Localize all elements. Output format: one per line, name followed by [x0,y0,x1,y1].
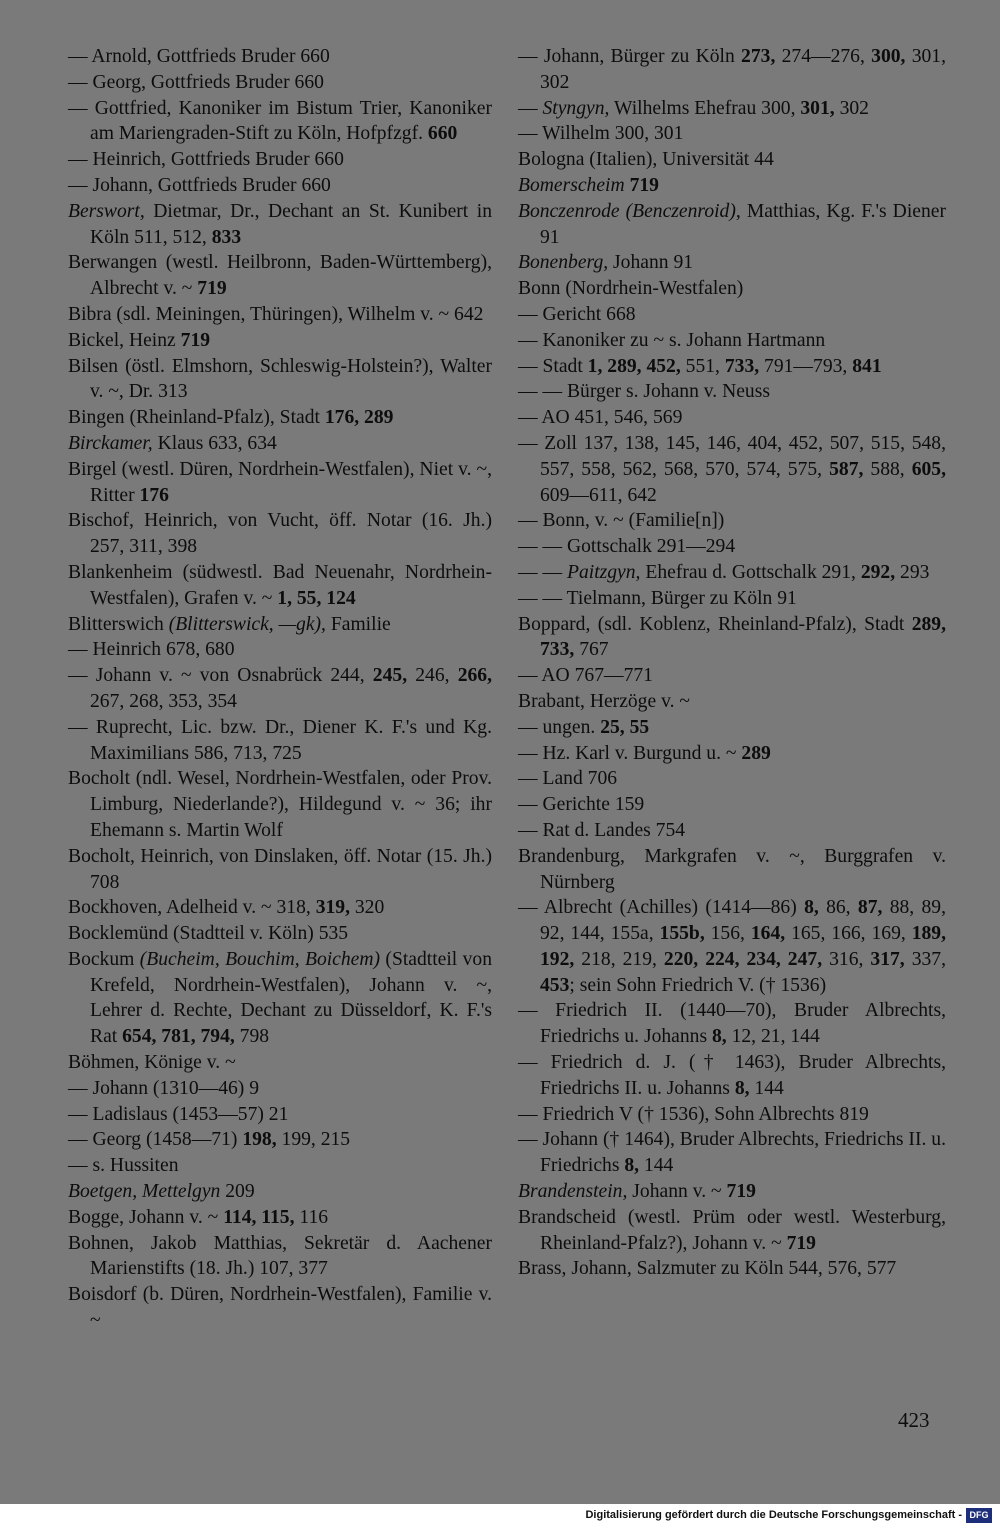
footer-bar [0,1504,1000,1528]
index-entry [68,921,492,947]
entry-text: 719 [629,174,659,196]
right-column [518,44,946,1282]
index-entry [68,715,492,767]
index-entry [518,1102,946,1128]
entry-text: 189, 192, [540,923,946,970]
entry-text: 88, 89, 92, 144, 155a, [540,897,946,945]
entry-text: 551, [680,355,725,377]
entry-text: 144 [639,1155,674,1177]
footer-credit: Digitalisierung gefördert durch die Deutsche Forschungsgemeinschaft - [585,1509,962,1521]
entry-text: 660 [427,123,458,145]
entry-text: — Gericht 668 [518,303,636,325]
entry-text: 164, [750,923,786,945]
entry-text: — Heinrich, Gottfrieds Bruder 660 [68,149,344,171]
entry-text: 791—793, [759,355,853,377]
index-entry [518,741,946,767]
index-entry [68,147,492,173]
entry-text: 1, 55, 124 [277,587,356,609]
index-entry [68,96,492,148]
entry-text: 733, [724,355,760,377]
index-entry [68,44,492,70]
index-entry [518,663,946,689]
entry-text: 8, [804,897,819,919]
entry-text: — — Tielmann, Bürger zu Köln 91 [518,587,797,609]
entry-text: — Johann (1310—46) 9 [68,1077,260,1099]
index-entry [518,586,946,612]
index-entry [518,1205,946,1257]
entry-text: 719 [197,278,227,300]
entry-text: 302 [834,97,869,119]
entry-text: 114, 115, [223,1206,295,1228]
entry-text: — Albrecht (Achilles) (1414—86) [518,897,805,919]
entry-text: Paitzgyn, [566,561,641,583]
index-entry [68,637,492,663]
index-entry [518,560,946,586]
entry-text: (Stadtteil von Krefeld, Nordrhein-Westfalen), Johann v. ~, Lehrer d. Rechte, Dechant zu Düsseldorf, K. F.'s Rat [90,948,492,1048]
entry-text: 25, 55 [600,716,650,738]
entry-text: 453 [540,974,570,996]
entry-text: 292, [860,561,896,583]
entry-text: — Zoll 137, 138, 145, 146, 404, 452, 507, 515, 548, 557, 558, 562, 568, 570, 574, 575, [518,432,946,480]
entry-text: — AO 451, 546, 569 [518,407,683,429]
entry-text: 267, 268, 353, 354 [90,690,237,712]
entry-text: Boppard, (sdl. Koblenz, Rheinland-Pfalz), Stadt [518,613,912,635]
entry-text: — Arnold, Gottfrieds Bruder 660 [68,46,330,67]
index-entry [518,818,946,844]
entry-text: Johann 91 [608,252,694,274]
entry-text: Bogge, Johann v. ~ [68,1206,224,1228]
entry-text: 1, 289, 452, [587,355,681,377]
entry-text: Johann v. ~ [627,1181,727,1203]
entry-text: 719 [726,1181,756,1203]
entry-text: 8, [711,1026,727,1048]
entry-text: Blitterswich [68,613,169,635]
entry-text: 767 [574,639,609,661]
entry-text: 87, [857,897,883,919]
entry-text: Böhmen, Könige v. ~ [68,1052,236,1074]
entry-text: Brandscheid (westl. Prüm oder westl. Westerburg, Rheinland-Pfalz?), Johann v. ~ [518,1206,946,1254]
entry-text: — Friedrich V († 1536), Sohn Albrechts 819 [518,1103,869,1125]
entry-text: 337, [904,948,946,970]
entry-text: Bocholt (ndl. Wesel, Nordrhein-Westfalen, oder Prov. Limburg, Niederlande?), Hildegund v. ~ 36; ihr Ehemann s. Martin Wolf [68,768,492,841]
index-entry [518,508,946,534]
index-entry [68,405,492,431]
entry-text: Brass, Johann, Salzmuter zu Köln 544, 576, 577 [518,1258,897,1280]
index-entry [68,302,492,328]
entry-text: Brandenburg, Markgrafen v. ~, Burggrafen v. Nürnberg [518,845,946,893]
entry-text: 317, [870,948,905,970]
entry-text: Bockum [68,948,140,970]
entry-text: 156, [704,923,751,945]
index-entry [68,173,492,199]
index-entry [518,844,946,896]
entry-text: — Wilhelm 300, 301 [518,123,684,145]
entry-text: 86, [818,897,858,919]
entry-text: 218, 219, [574,948,664,970]
entry-text: 274—276, [775,46,872,67]
index-entry [518,147,946,173]
entry-text: Berwangen (westl. Heilbronn, Baden-Württemberg), Albrecht v. ~ [68,252,492,300]
entry-text: — Georg, Gottfrieds Bruder 660 [68,71,324,93]
entry-text: 320 [349,897,385,919]
entry-text: — Johann, Bürger zu Köln [518,46,742,67]
entry-text: 144 [749,1077,784,1099]
entry-text: 798 [234,1026,270,1048]
index-entry [68,1153,492,1179]
index-entry [68,1102,492,1128]
entry-text: Klaus 633, 634 [152,432,277,454]
entry-text: — Gerichte 159 [518,794,645,816]
entry-text: 220, 224, 234, 247, [663,948,823,970]
entry-text: Boetgen, Mettelgyn [68,1181,221,1203]
entry-text: 176 [139,484,169,506]
index-entry [68,612,492,638]
index-entry [518,1179,946,1205]
entry-text: 8, [734,1077,750,1099]
entry-text: Bonenberg, [518,252,609,274]
entry-text: — Stadt [518,355,588,377]
entry-text: Dietmar, Dr., Dechant an St. Kunibert in Köln 511, 512, [90,200,492,248]
entry-text: 176, 289 [324,407,394,429]
entry-text: 8, [624,1155,640,1177]
index-entry [518,354,946,380]
index-entry [518,534,946,560]
entry-text: 289, 733, [540,613,946,661]
entry-text: Blankenheim (südwestl. Bad Neuenahr, Nordrhein-Westfalen), Grafen v. ~ [68,561,492,609]
entry-text: Matthias, Kg. F.'s Diener 91 [540,200,946,248]
entry-text: — Bonn, v. ~ (Familie[n]) [518,510,725,532]
entry-text: — Gottfried, Kanoniker im Bistum Trier, Kanoniker am Mariengraden-Stift zu Köln, Hofpfzgf. [68,97,492,145]
entry-text: — ungen. [518,716,601,738]
entry-text: — Hz. Karl v. Burgund u. ~ [518,742,742,764]
entry-text: — s. Hussiten [68,1155,179,1177]
index-entry [68,250,492,302]
index-entry [518,431,946,508]
index-entry [68,663,492,715]
entry-text: Bonczenrode (Benczenroid), [518,200,741,222]
entry-text: Bohnen, Jakob Matthias, Sekretär d. Aachener Marienstifts (18. Jh.) 107, 377 [68,1232,492,1280]
index-entry [518,44,946,96]
entry-text: 245, [372,665,408,687]
entry-text: 165, 166, 169, [785,923,912,945]
entry-text: 293 [895,561,930,583]
index-entry [518,1050,946,1102]
index-entry [68,1179,492,1205]
entry-text: 719 [180,329,211,351]
entry-text: Bocholt, Heinrich, von Dinslaken, öff. Notar (15. Jh.) 708 [68,845,492,893]
entry-text: — Georg (1458—71) [68,1129,243,1151]
entry-text: — Johann († 1464), Bruder Albrechts, Friedrichs II. u. Friedrichs [518,1129,946,1177]
entry-text: 246, [407,665,458,687]
entry-text: 316, [822,948,871,970]
entry-text: — Rat d. Landes 754 [518,819,686,841]
index-entry [518,766,946,792]
index-entry [518,276,946,302]
entry-text: Birckamer, [68,432,153,454]
entry-text: 300, [871,46,906,67]
index-entry [518,302,946,328]
entry-text: Bockhoven, Adelheid v. ~ 318, [68,897,316,919]
index-entry [518,328,946,354]
index-entry [68,457,492,509]
index-entry [518,895,946,998]
index-entry [68,895,492,921]
entry-text: Berswort, [68,200,145,222]
index-entry [518,379,946,405]
entry-text: — Friedrich II. (1440—70), Bruder Albrechts, Friedrichs u. Johanns [518,1000,946,1048]
entry-text: 587, [829,458,864,480]
index-entry [518,998,946,1050]
entry-text: — Ladislaus (1453—57) 21 [68,1103,289,1125]
entry-text: Boisdorf (b. Düren, Nordrhein-Westfalen), Familie v. ~ [68,1284,492,1332]
index-entry [518,689,946,715]
index-entry [68,431,492,457]
index-entry [68,1231,492,1283]
index-entry [68,328,492,354]
entry-text: — AO 767—771 [518,665,653,687]
entry-text: — Ruprecht, Lic. bzw. Dr., Diener K. F.'s und Kg. Maximilians 586, 713, 725 [68,716,492,764]
entry-text: Bickel, Heinz [68,329,181,351]
index-entry [68,766,492,843]
entry-text: — Kanoniker zu ~ s. Johann Hartmann [518,329,826,351]
index-entry [68,1076,492,1102]
entry-text: — Friedrich d. J. († 1463), Bruder Albrechts, Friedrichs II. u. Johanns [518,1052,946,1099]
index-entry [518,1256,946,1282]
entry-text: — — Gottschalk 291—294 [518,536,736,558]
entry-text: 289 [741,742,771,764]
index-entry [68,354,492,406]
index-entry [518,199,946,251]
entry-text: 319, [315,897,350,919]
entry-text: 116 [294,1206,329,1228]
entry-text: — — [518,561,567,583]
entry-text: Bibra (sdl. Meiningen, Thüringen), Wilhelm v. ~ 642 [68,303,484,325]
entry-text: Ehefrau d. Gottschalk 291, [640,561,861,583]
entry-text: 605, [911,458,946,480]
left-column [68,44,492,1334]
entry-text: Familie [325,613,391,635]
entry-text: 833 [211,226,242,248]
entry-text: 719 [786,1232,816,1254]
index-entry [518,405,946,431]
entry-text: 209 [220,1181,255,1203]
entry-text: — Heinrich 678, 680 [68,639,235,661]
entry-text: (Bucheim, Bouchim, Boichem) [139,948,381,970]
entry-text: — — Bürger s. Johann v. Neuss [518,381,770,403]
index-entry [68,199,492,251]
entry-text: 198, [242,1129,277,1151]
index-entry [518,250,946,276]
page-number: 423 [898,1408,930,1432]
entry-text: Bocklemünd (Stadtteil v. Köln) 535 [68,923,349,945]
index-entry [68,1050,492,1076]
index-entry [518,96,946,122]
index-entry [68,844,492,896]
entry-text: — Land 706 [518,768,618,790]
entry-text: — [518,97,543,119]
entry-text: 654, 781, 794, [122,1026,235,1048]
entry-text: Wilhelms Ehefrau 300, [609,97,801,119]
entry-text: Birgel (westl. Düren, Nordrhein-Westfalen), Niet v. ~, Ritter [68,458,492,506]
index-entry [68,1127,492,1153]
entry-text: Bonn (Nordrhein-Westfalen) [518,278,744,300]
index-entry [518,715,946,741]
entry-text: (Blitterswick, —gk), [168,613,326,635]
entry-text: 12, 21, 144 [726,1026,820,1048]
entry-text: Bischof, Heinrich, von Vucht, öff. Notar (16. Jh.) 257, 311, 398 [68,510,492,558]
entry-text: 155b, [659,923,705,945]
entry-text: — Johann, Gottfrieds Bruder 660 [68,174,331,196]
index-entry [518,792,946,818]
index-entry [68,1282,492,1334]
entry-text: Bilsen (östl. Elmshorn, Schleswig-Holstein?), Walter v. ~, Dr. 313 [68,355,492,403]
entry-text: Brabant, Herzöge v. ~ [518,690,690,712]
index-entry [518,121,946,147]
dfg-logo-icon: DFG [966,1508,992,1523]
entry-text: Bingen (Rheinland-Pfalz), Stadt [68,407,325,429]
entry-text: 301, [800,97,835,119]
entry-text: Bomerscheim [518,174,625,196]
entry-text: 841 [852,355,882,377]
entry-text: 199, 215 [276,1129,351,1151]
entry-text: — Johann v. ~ von Osnabrück 244, [68,665,373,687]
entry-text: 588, [863,458,912,480]
index-entry [68,70,492,96]
entry-text: Brandenstein, [518,1181,628,1203]
index-entry [68,1205,492,1231]
entry-text: 266, [457,665,492,687]
entry-text: Styngyn, [542,97,610,119]
index-entry [68,560,492,612]
index-entry [68,947,492,1050]
entry-text: 273, [741,46,776,67]
entry-text: ; sein Sohn Friedrich V. († 1536) [569,974,827,996]
entry-text: 301, 302 [540,46,946,93]
entry-text: Bologna (Italien), Universität 44 [518,149,774,171]
entry-text: 609—611, 642 [540,484,657,506]
index-entry [518,1127,946,1179]
index-entry [518,173,946,199]
index-entry [518,612,946,664]
index-entry [68,508,492,560]
